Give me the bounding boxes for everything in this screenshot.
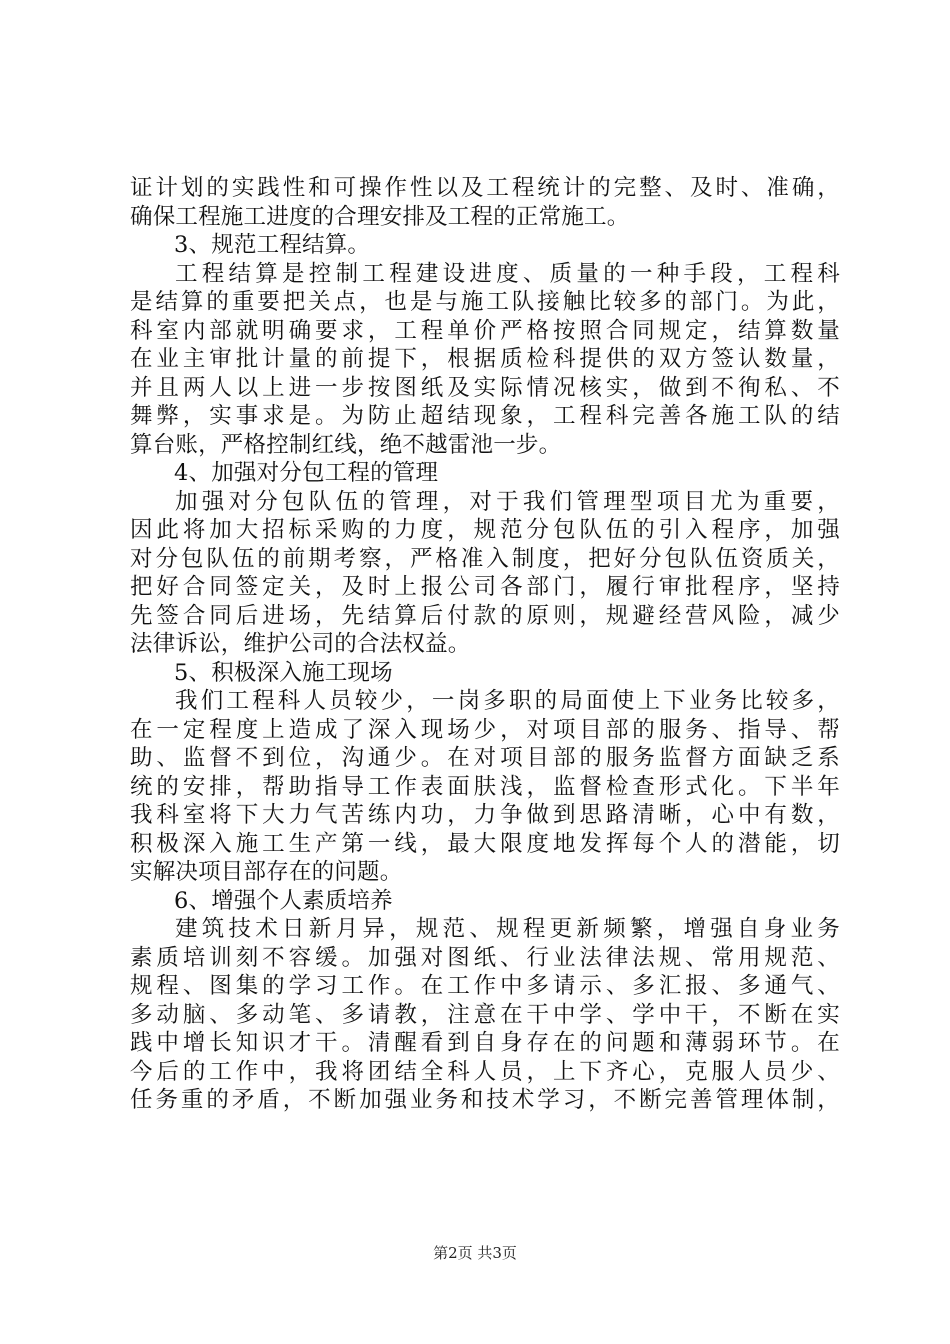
page-number-footer: 第2页 共3页 [433,1244,517,1262]
section-heading: 4、加强对分包工程的管理 [174,460,439,486]
text-line: 科室内部就明确要求，工程单价严格按照合同规定，结算数量 [130,317,840,344]
text-line: 加强对分包队伍的管理，对于我们管理型项目尤为重要， [175,488,840,515]
text-line: 规程、图集的学习工作。在工作中多请示、多汇报、多通气、 [130,973,840,999]
text-line: 先签合同后进场，先结算后付款的原则，规避经营风险，减少 [130,602,840,629]
text-line: 因此将加大招标采购的力度，规范分包队伍的引入程序，加强 [130,517,840,543]
text-line: 工程结算是控制工程建设进度、质量的一种手段，工程科 [175,260,840,287]
text-line: 任务重的矛盾，不断加强业务和技术学习，不断完善管理体制， [130,1087,840,1113]
text-line: 积极深入施工生产第一线，最大限度地发挥每个人的潜能，切 [130,830,840,857]
section-heading: 3、规范工程结算。 [174,232,371,258]
section-heading: 5、积极深入施工现场 [174,659,393,686]
text-line: 确保工程施工进度的合理安排及工程的正常施工。 [130,203,630,230]
text-line: 舞弊，实事求是。为防止超结现象，工程科完善各施工队的结 [130,403,840,429]
text-line: 素质培训刻不容缓。加强对图纸、行业法律法规、常用规范、 [130,944,840,971]
text-line: 今后的工作中，我将团结全科人员，上下齐心，克服人员少、 [130,1058,840,1085]
text-line: 助、监督不到位，沟通少。在对项目部的服务监督方面缺乏系 [130,745,840,771]
text-line: 并且两人以上进一步按图纸及实际情况核实，做到不徇私、不 [130,374,840,401]
text-line: 我科室将下大力气苦练内功，力争做到思路清晰，心中有数， [130,802,840,828]
section-heading: 6、增强个人素质培养 [174,887,393,914]
text-line: 证计划的实践性和可操作性以及工程统计的完整、及时、准确， [130,175,840,201]
document-body [130,174,840,1115]
text-line: 多动脑、多动笔、多请教，注意在干中学、学中干，不断在实 [130,1001,840,1028]
text-line: 把好合同签定关，及时上报公司各部门，履行审批程序，坚持 [130,574,840,600]
text-line: 在业主审批计量的前提下，根据质检科提供的双方签认数量， [130,346,840,372]
text-line: 实解决项目部存在的问题。 [130,859,403,885]
text-line: 统的安排，帮助指导工作表面肤浅，监督检查形式化。下半年 [130,773,840,800]
text-line: 对分包队伍的前期考察，严格准入制度，把好分包队伍资质关， [130,545,840,572]
text-line: 在一定程度上造成了深入现场少，对项目部的服务、指导、帮 [130,716,840,743]
text-line: 我们工程科人员较少，一岗多职的局面使上下业务比较多， [175,688,840,714]
text-line: 法律诉讼，维护公司的合法权益。 [130,631,471,657]
text-line: 建筑技术日新月异，规范、规程更新频繁，增强自身业务 [175,916,840,942]
text-line: 践中增长知识才干。清醒看到自身存在的问题和薄弱环节。在 [130,1030,840,1056]
text-line: 是结算的重要把关点，也是与施工队接触比较多的部门。为此， [130,289,840,315]
text-line: 算台账，严格控制红线，绝不越雷池一步。 [130,431,562,458]
